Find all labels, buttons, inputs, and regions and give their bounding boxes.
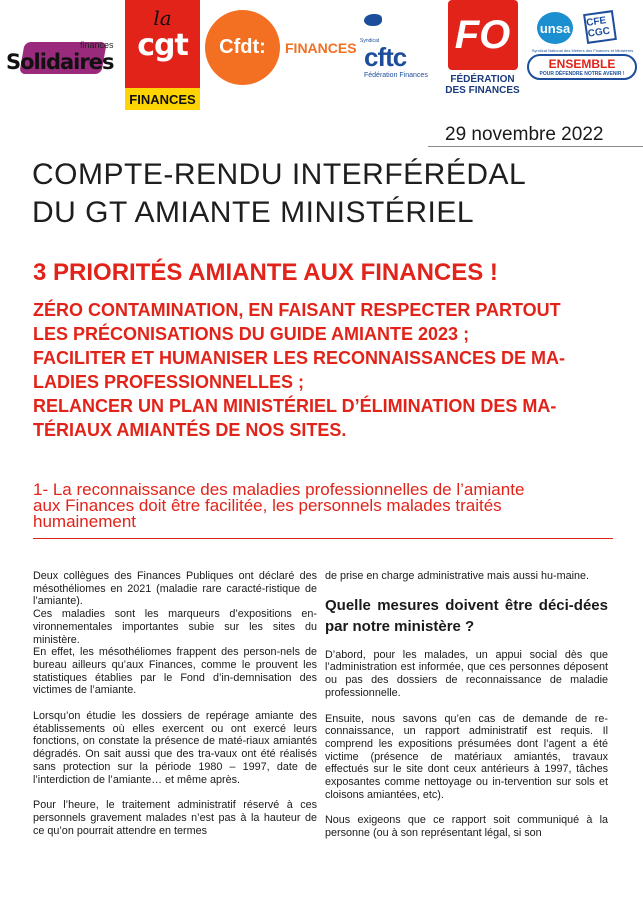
ensemble-logo-small: Syndicat National des Métiers des Finances et Ministères (531, 48, 634, 53)
ensemble-logo (523, 10, 641, 85)
fo-logo-box: FO (448, 0, 518, 70)
left-column (33, 570, 317, 837)
section-heading-line: humainement (33, 512, 137, 531)
ensemble-logo-text: ENSEMBLE (548, 56, 616, 71)
cftc-logo-sub: Fédération Finances (364, 72, 428, 79)
dove-icon (364, 14, 382, 26)
cgt-logo-text: cgt (137, 28, 188, 63)
body-paragraph: Ces maladies sont les marqueurs d’expositions en-vironnementales importantes subie sur les sites du ministère. (33, 608, 317, 646)
body-paragraph: de prise en charge administrative mais aussi hu-maine. (325, 570, 590, 582)
ensemble-logo-badge (527, 54, 637, 80)
cgt-logo-la: la (153, 6, 172, 30)
body-paragraph: En effet, les mésothéliomes frappent des person-nels de bureau ailleurs qu’aux Finances, comme le prouvent les statistiques établies par le Fond d’in-demnisation des victimes de l’amiante. (33, 646, 317, 697)
cftc-logo (358, 14, 438, 84)
section-heading (33, 482, 613, 530)
fo-logo (445, 0, 520, 112)
cftc-logo-text: cftc (364, 42, 407, 72)
cfdt-logo-circle: Cfdt: (205, 10, 280, 85)
priorities-line: RELANCER UN PLAN MINISTÉRIEL D’ÉLIMINATION DES MA- (33, 396, 557, 416)
priorities-line: TÉRIAUX AMIANTÉS DE NOS SITES. (33, 420, 347, 440)
cgt-logo-sub: FINANCES (125, 88, 200, 110)
unsa-logo: unsa (537, 12, 573, 44)
solidaires-logo-sub: finances (80, 40, 114, 50)
body-paragraph: Ensuite, nous savons qu’en cas de demande de re-connaissance, un rapport administratif est requis. Il comprend les expositions présumées dont l’agent a été victime (présence de matériaux amiantés, travaux effectués sur le site dont ceux antérieurs à 1997, tâches exposantes comme nettoyage ou in-tervention sur sols et cloisons amiantées, etc). (325, 712, 608, 801)
section-heading-line: aux Finances doit être facilitée, les personnels malades traités (33, 496, 502, 515)
priorities-line: ZÉRO CONTAMINATION, EN FAISANT RESPECTER PARTOUT (33, 300, 561, 320)
priorities-line: LES PRÉCONISATIONS DU GUIDE AMIANTE 2023 ; (33, 324, 470, 344)
page-title-line: COMPTE-RENDU INTERFÉRÉDAL (32, 158, 527, 191)
priorities-list (33, 298, 608, 442)
page-title (32, 156, 526, 232)
body-paragraph: Pour l’heure, le traitement administratif réservé à ces personnels gravement malades n’est pas à la hauteur de ce qu’on pourrait attendre en termes (33, 799, 317, 837)
document-date: 29 novembre 2022 (445, 124, 604, 145)
section-divider (33, 538, 613, 539)
body-paragraph: Deux collègues des Finances Publiques ont déclaré des mésothéliomes en 2021 (maladie rare caracté-ristique de l’amiante). (33, 570, 317, 608)
page-title-line: DU GT AMIANTE MINISTÉRIEL (32, 196, 475, 229)
cfe-cgc-logo: CFE CGC (583, 10, 617, 44)
solidaires-logo (4, 28, 122, 86)
fo-logo-line1: FÉDÉRATION (450, 74, 515, 85)
date-divider (428, 146, 643, 147)
body-paragraph: Nous exigeons que ce rapport soit communiqué à la personne (ou à son représentant légal, si son (325, 814, 608, 840)
priorities-line: FACILITER ET HUMANISER LES RECONNAISSANCES DE MA- (33, 348, 566, 368)
priorities-heading: 3 PRIORITÉS AMIANTE AUX FINANCES ! (33, 259, 498, 286)
cfdt-logo (205, 10, 357, 85)
body-paragraph: D’abord, pour les malades, un appui social dès que l’administration est informée, que ces personnes déposent ou pas des dossiers de reconnaissance de maladie professionnelle. (325, 648, 608, 699)
ensemble-logo-tag: POUR DÉFENDRE NOTRE AVENIR ! (539, 70, 625, 77)
solidaires-logo-text: Solidaires (6, 50, 114, 74)
cgt-logo (125, 0, 200, 110)
body-paragraph: Lorsqu’on étudie les dossiers de repérage amiante des établissements où elles exercent ou ont exercé leurs fonctions, on constate la présence de maté-riaux amiantés dégradés. On sait aussi que des tra-vaux ont été réalisés sans protection sur la période 1980 – 1997, date de l’interdiction de l’amiante… et même après. (33, 710, 317, 786)
section-heading-line: 1- La reconnaissance des maladies professionnelles de l’amiante (33, 480, 525, 499)
priorities-line: LADIES PROFESSIONNELLES ; (33, 372, 305, 392)
cfdt-logo-sub: FINANCES (285, 40, 357, 56)
subsection-title: Quelle mesures doivent être déci-dées par notre ministère ? (325, 596, 608, 635)
cftc-logo-small: Syndicat (360, 38, 380, 44)
union-logos-band (0, 0, 643, 115)
right-column (325, 570, 608, 840)
fo-logo-line2: DES FINANCES (445, 85, 520, 96)
